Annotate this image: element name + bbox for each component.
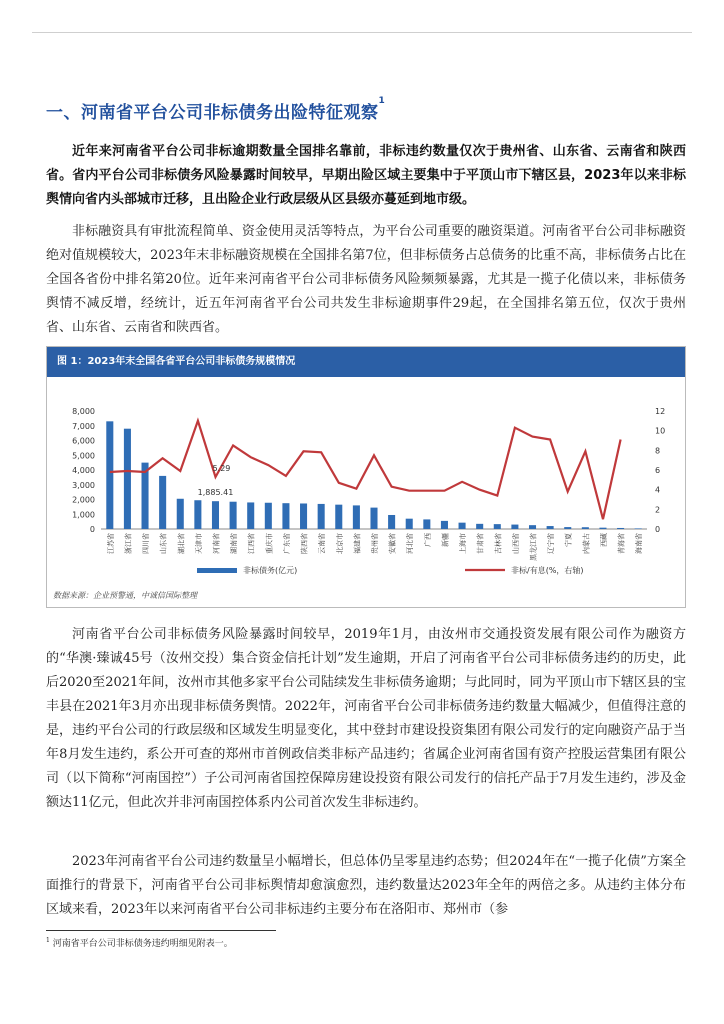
legend-swatch-bars (197, 568, 237, 573)
bar (617, 528, 624, 529)
bar (159, 476, 166, 529)
body-paragraph-2: 河南省平台公司非标债务风险暴露时间较早，2019年1月，由汝州市交通投资发展有限公司作为融资方的“华澳·臻诚45号（汝州交投）集合资金信托计划”发生逾期，开启了河南省平台公司非标债务违约的历史，此后2020至2021年间，汝州市其他多家平台公司陆续发生非标债务逾期；与此同时，同为平顶山市下辖区县的宝丰县在2021年3月亦出现非标债务舆情。2022年，河南省平台公司非标债务违约数量大幅减少，但值得注意的是，违约平台公司的行政层级和区域发生明显变化，其中登封市建设投资集团有限公司发行的定向融资产品于当年8月发生违约，系公开可查的郑州市首例政信类非标产品违约；省属企业河南省国有资产控股运营集团有限公司（以下简称“河南国控”）子公司河南省国控保障房建设投资有限公司发行的信托产品于7月发生违约，涉及金额达11亿元，但此次并非河南国控体系内公司首次发生非标违约。 (46, 627, 686, 810)
bar (230, 502, 237, 529)
bar (529, 525, 536, 529)
bar (388, 515, 395, 529)
y-left-tick-label: 8,000 (72, 407, 95, 416)
category-label: 云南省 (318, 533, 327, 554)
bar (212, 501, 219, 529)
bar (124, 429, 131, 529)
category-label: 广东省 (282, 533, 291, 554)
category-label: 宁夏 (564, 533, 573, 547)
bar (476, 524, 483, 529)
bar (353, 505, 360, 529)
section-heading (46, 98, 385, 123)
bar (582, 527, 589, 529)
category-label: 山东省 (159, 533, 168, 554)
bar (318, 504, 325, 529)
bar (494, 524, 501, 529)
chart-source: 数据来源：企业预警通，中诚信国际整理 (53, 591, 197, 600)
chart-figure (46, 346, 686, 608)
category-label: 甘肃省 (476, 533, 485, 554)
category-label: 贵州省 (371, 533, 379, 554)
bar (511, 525, 518, 529)
bar (441, 521, 448, 529)
bar (194, 500, 201, 529)
category-label: 河南省 (212, 533, 221, 554)
bar (300, 503, 307, 529)
category-label: 陕西省 (300, 533, 309, 554)
category-label: 广西 (423, 533, 432, 547)
category-label: 新疆 (441, 533, 450, 547)
bar (423, 519, 430, 529)
chart-svg (47, 377, 685, 607)
bar (247, 502, 254, 529)
category-label: 黑龙江省 (529, 533, 538, 561)
category-label: 内蒙古 (582, 533, 591, 554)
footnote (46, 936, 233, 949)
bar (564, 527, 571, 529)
category-label: 湖北省 (177, 533, 186, 554)
footnote-text: 河南省平台公司非标债务违约明细见附表一。 (52, 939, 233, 949)
y-left-tick-label: 3,000 (72, 480, 95, 490)
category-label: 福建省 (353, 533, 362, 554)
y-right-tick-label: 10 (655, 426, 666, 436)
summary-paragraph: 近年来河南省平台公司非标逾期数量全国排名靠前，非标违约数量仅次于贵州省、山东省、云南省和陕西省。省内平台公司非标债务风险暴露时间较早，早期出险区域主要集中于平顶山市下辖区县，2023年以来非标舆情向省内头部城市迁移，且出险企业行政层级从区县级亦蔓延到地市级。 (46, 144, 686, 207)
bar (265, 503, 272, 529)
category-label: 浙江省 (124, 533, 133, 554)
y-left-tick-label: 6,000 (72, 436, 95, 446)
category-label: 重庆市 (265, 533, 274, 554)
category-label: 安徽省 (388, 533, 397, 554)
bar (599, 528, 606, 529)
y-left-tick-label: 4,000 (72, 466, 95, 475)
body-paragraph-1: 非标融资具有审批流程简单、资金使用灵活等特点，为平台公司重要的融资渠道。河南省平台公司非标融资绝对值规模较大，2023年末非标融资规模在全国排名第7位，但非标债务占总债务的比重不高，非标债务占比在全国各省份中排名第20位。近年来河南省平台公司非标债务风险频频暴露，尤其是一揽子化债以来，非标债务舆情不减反增，经统计，近五年河南省平台公司共发生非标逾期事件29起，在全国排名第五位，仅次于贵州省、山东省、云南省和陕西省。 (46, 224, 686, 335)
series-line (110, 421, 621, 519)
section-heading-text: 一、河南省平台公司非标债务出险特征观察 (46, 103, 379, 123)
category-label: 辽宁省 (547, 533, 556, 554)
legend-label: 非标债务(亿元) (243, 566, 298, 575)
footnote-number: 1 (46, 937, 50, 944)
footnote-mark[interactable]: 1 (378, 96, 386, 106)
bar (282, 503, 289, 529)
y-left-tick-label: 7,000 (72, 421, 95, 431)
category-label: 青海省 (617, 533, 626, 554)
bar (177, 499, 184, 529)
category-label: 江苏省 (106, 533, 115, 554)
data-label: 1,885.41 (197, 488, 234, 498)
y-left-tick-label: 2,000 (72, 495, 95, 505)
bar (335, 505, 342, 529)
y-left-tick-label: 1,000 (72, 510, 95, 520)
category-label: 湖南省 (230, 533, 239, 554)
y-right-tick-label: 6 (655, 466, 661, 475)
chart-title: 图 1：2023年末全国各省平台公司非标债务规模情况 (47, 347, 685, 377)
category-label: 天津市 (194, 533, 203, 554)
bar (370, 508, 377, 529)
bar (547, 526, 554, 529)
y-right-tick-label: 0 (655, 525, 661, 534)
data-label: 5.29 (212, 463, 231, 473)
page-top-rule (32, 32, 692, 33)
y-left-tick-label: 5,000 (72, 451, 95, 461)
y-right-tick-label: 4 (655, 485, 661, 495)
footnote-rule (46, 930, 276, 931)
category-label: 山西省 (511, 533, 520, 554)
category-label: 四川省 (142, 533, 151, 554)
y-right-tick-label: 2 (655, 505, 661, 515)
y-right-tick-label: 12 (655, 407, 666, 416)
y-right-tick-label: 8 (655, 446, 661, 456)
legend-label: 非标/有息(%，右轴) (511, 566, 584, 575)
y-left-tick-label: 0 (89, 525, 95, 534)
category-label: 河北省 (406, 533, 415, 554)
category-label: 吉林省 (494, 533, 503, 554)
bar (406, 519, 413, 529)
body-paragraph-3: 2023年河南省平台公司违约数量呈小幅增长，但总体仍呈零星违约态势；但2024年在“一揽子化债”方案全面推行的背景下，河南省平台公司非标舆情却愈演愈烈，违约数量达2023年全年的两倍之多。从违约主体分布区域来看，2023年以来河南省平台公司非标违约主要分布在洛阳市、郑州市（参 (46, 854, 686, 917)
category-label: 江西省 (247, 533, 256, 554)
category-label: 西藏 (599, 533, 608, 547)
bar (635, 528, 642, 529)
category-label: 上海市 (459, 533, 468, 554)
category-label: 北京市 (335, 533, 344, 554)
category-label: 海南省 (635, 533, 644, 554)
bar (459, 523, 466, 529)
bar (106, 421, 113, 529)
